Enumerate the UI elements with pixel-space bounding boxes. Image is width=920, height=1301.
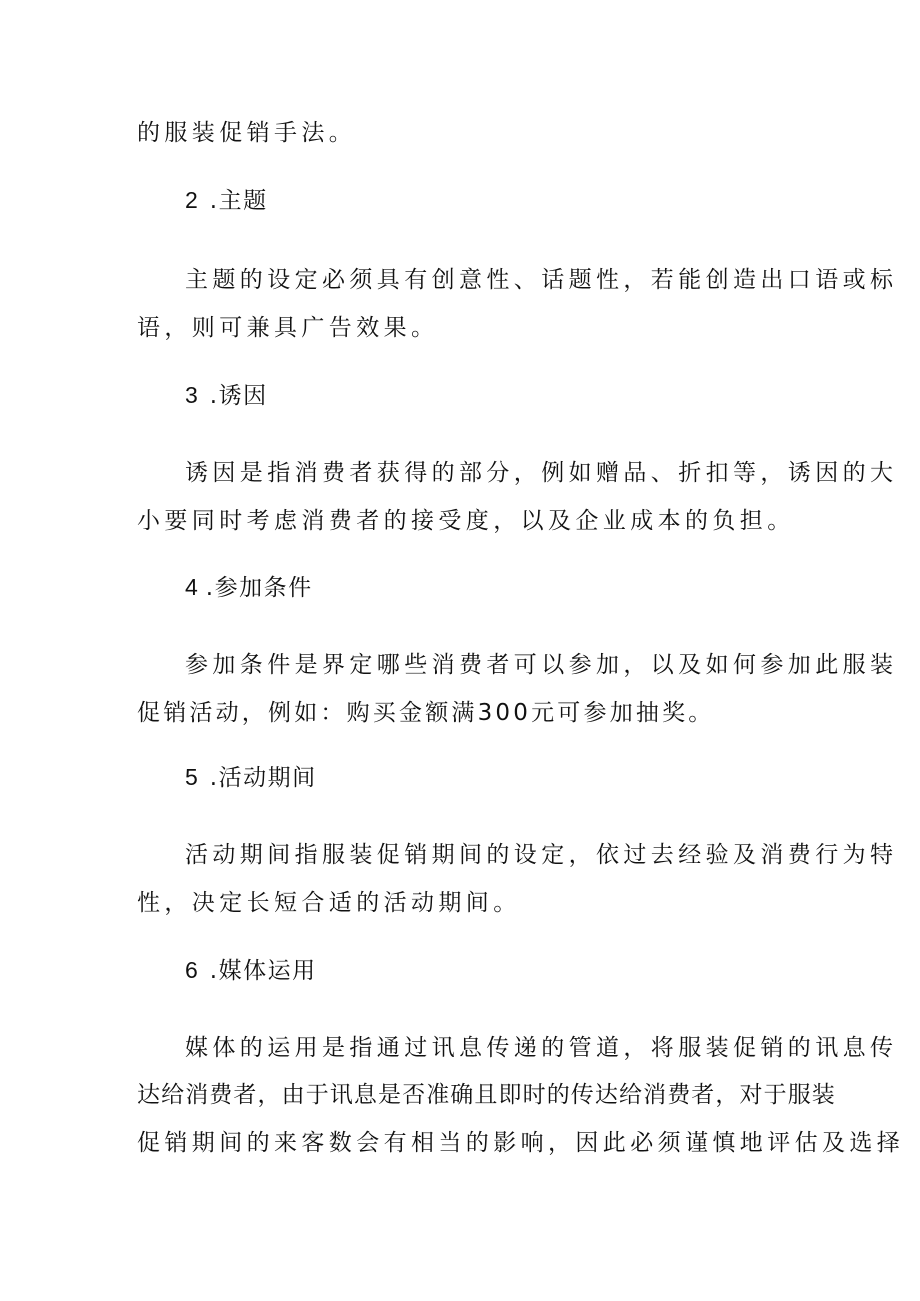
section-number: 4 — [185, 574, 198, 600]
paragraph-line: 的服装促销手法。 — [137, 120, 357, 146]
paragraph-line: 达给消费者，由于讯息是否准确且即时的传达给消费者，对于服装 — [137, 1082, 836, 1108]
paragraph-line: 促销活动，例如：购买金额满300元可参加抽奖。 — [137, 700, 715, 726]
section-number: 3 — [185, 382, 198, 408]
section-heading-incentive — [0, 380, 920, 411]
section-heading-period — [0, 762, 920, 793]
paragraph-line: 语，则可兼具广告效果。 — [137, 315, 439, 341]
paragraph-line: 诱因是指消费者获得的部分，例如赠品、折扣等，诱因的大 — [185, 460, 898, 486]
section-title: .诱因 — [209, 383, 268, 409]
paragraph-line: 参加条件是界定哪些消费者可以参加，以及如何参加此服装 — [185, 652, 898, 678]
section-title: .主题 — [209, 188, 268, 214]
section-title: .参加条件 — [205, 575, 313, 601]
paragraph-line: 性，决定长短合适的活动期间。 — [137, 890, 521, 916]
section-title: .活动期间 — [209, 765, 317, 791]
paragraph-line: 促销期间的来客数会有相当的影响，因此必须谨慎地评估及选择 — [137, 1130, 905, 1156]
section-number: 5 — [185, 764, 198, 790]
section-heading-conditions — [0, 572, 920, 603]
section-heading-media — [0, 955, 920, 986]
section-heading-theme — [0, 185, 920, 216]
paragraph-line: 主题的设定必须具有创意性、话题性，若能创造出口语或标 — [185, 267, 898, 293]
section-title: .媒体运用 — [209, 958, 317, 984]
paragraph-line: 媒体的运用是指通过讯息传递的管道，将服装促销的讯息传 — [185, 1035, 898, 1061]
section-number: 6 — [185, 957, 198, 983]
section-number: 2 — [185, 187, 198, 213]
paragraph-line: 小要同时考虑消费者的接受度，以及企业成本的负担。 — [137, 508, 795, 534]
paragraph-line: 活动期间指服装促销期间的设定，依过去经验及消费行为特 — [185, 842, 898, 868]
